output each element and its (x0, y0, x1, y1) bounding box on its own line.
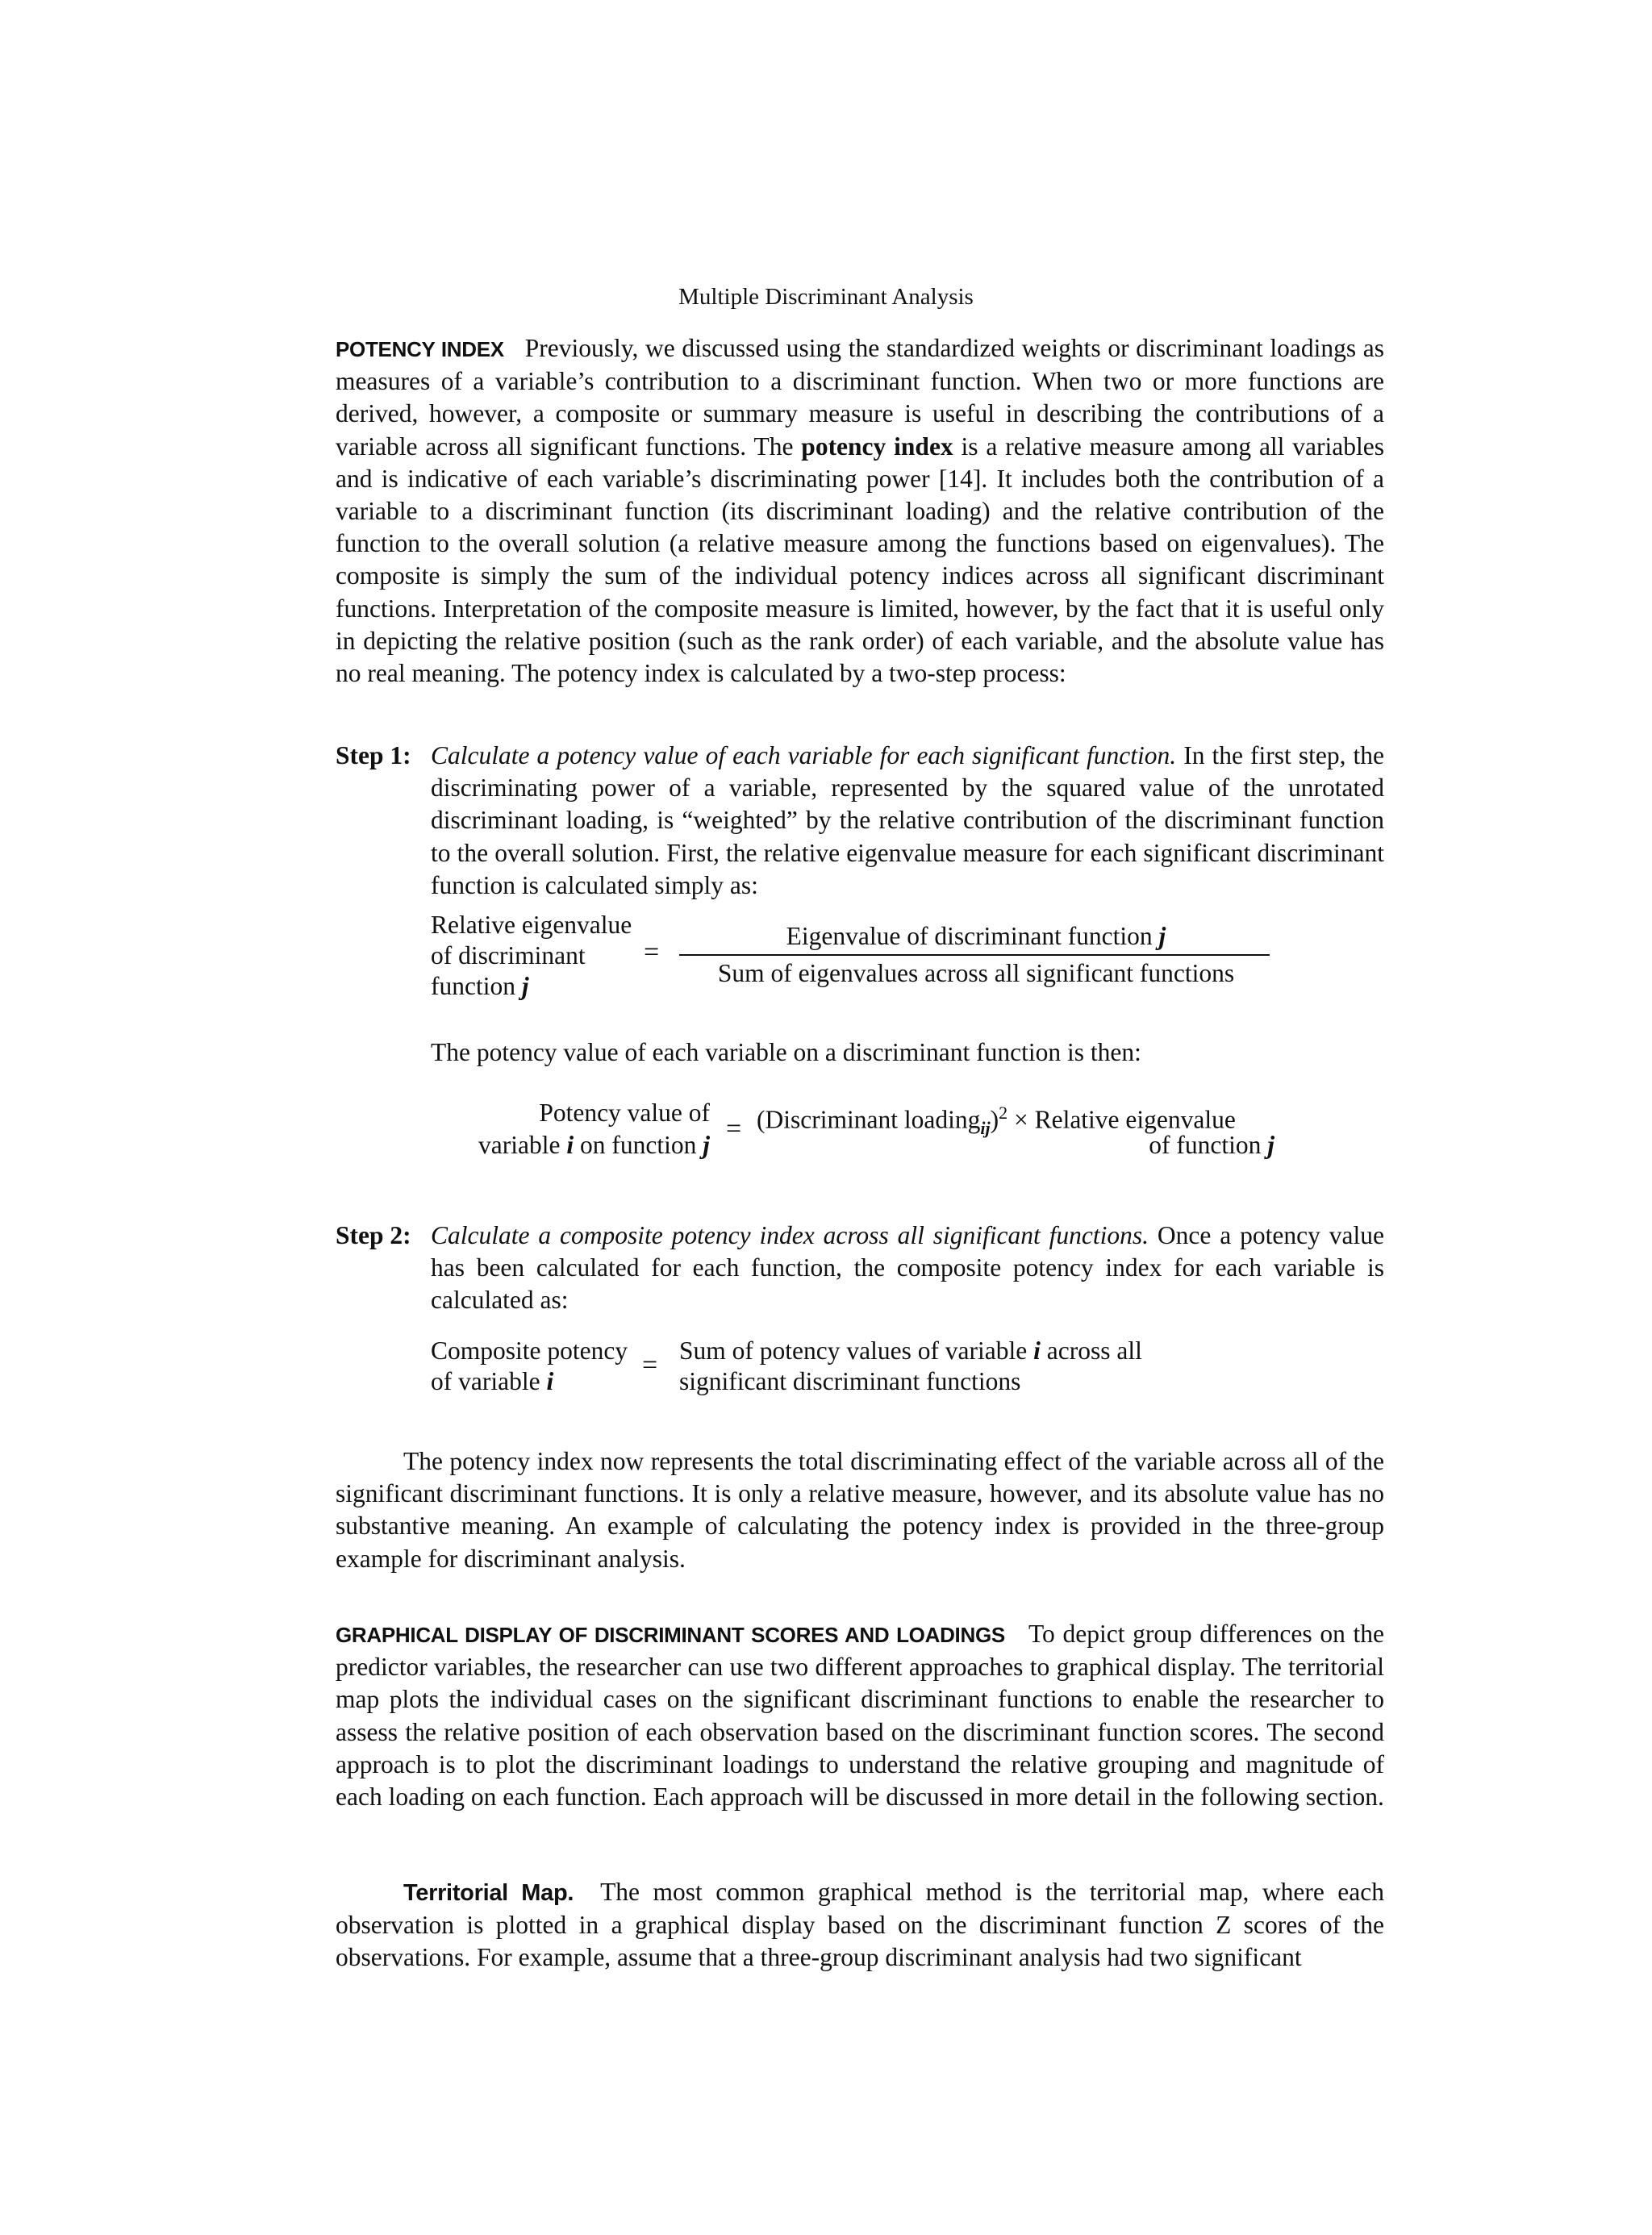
formula2-right-line2-text: of function (1149, 1131, 1268, 1159)
territorial-map-heading: Territorial Map. (403, 1880, 574, 1906)
step2-title: Calculate a composite potency index across all significant functions. (431, 1221, 1149, 1249)
formula2-left-text-a: variable (478, 1131, 567, 1159)
potency-index-heading: POTENCY INDEX (336, 337, 504, 361)
potency-index-paragraph (336, 332, 1384, 690)
potency-value-formula (468, 1099, 1323, 1171)
formula3-left-line2-text: of variable (431, 1367, 547, 1395)
formula1-left-var: j (521, 972, 529, 1000)
territorial-map-paragraph (336, 1876, 1384, 1974)
step2-text: Once a potency value has been calculated for each function, the composite potency index for each variable is calculated as: (431, 1221, 1385, 1315)
formula1-equals: = (644, 937, 660, 967)
formula2-left-line1: Potency value of (539, 1099, 710, 1127)
formula1-fraction-bar (679, 954, 1270, 956)
formula2-left-var-j: j (703, 1131, 710, 1159)
graphical-display-text: To depict group differences on the predictor variables, the researcher can use two different approaches to graphical display. The territorial map plots the individual cases on the significant discriminant functions to enable the researcher to assess the relative position of each observation based on the discriminant function scores. The second approach is to plot the discriminant loadings to understand the relative grouping and magnitude of each loading on each function. Each approach will be discussed in more detail in the following section. (336, 1620, 1384, 1812)
formula1-left-line2: of discriminant (431, 941, 586, 969)
formula1-left-line1: Relative eigenvalue (431, 911, 632, 939)
formula3-left-line2 (431, 1367, 553, 1396)
formula1-numerator (682, 922, 1270, 951)
potency-text-part2: is a relative measure among all variables and is indicative of each variable’s discriminating power [14]. It includes both the contribution of a variable to a discriminant function (its discriminant loading) and the relative contribution of the function to the overall solution (a relative measure among the functions based on eigenvalues). The composite is simply the sum of the individual potency indices across all significant discriminant functions. Interpretation of the composite measure is limited, however, by the fact that it is useful only in depicting the relative position (such as the rank order) of each variable, and the absolute value has no real meaning. The potency index is calculated by a two-step process: (336, 432, 1384, 688)
potency-summary-paragraph: The potency index now represents the total discriminating effect of the variable across all of the significant discriminant functions. It is only a relative measure, however, and its absolute value has no substantive meaning. An example of calculating the potency index is provided in the three-group example for discriminant analysis. (336, 1447, 1384, 1573)
potency-index-term: potency index (801, 432, 953, 461)
formula2-left-var-i: i (566, 1131, 574, 1159)
formula1-numerator-var: j (1158, 922, 1166, 950)
formula2-right-line2 (757, 1131, 1274, 1160)
step1-paragraph (431, 740, 1384, 902)
potency-text-part1: Previously, we discussed using the standardized weights or discriminant loadings as measures of a variable’s contribution to a discriminant function. When two or more functions are derived, however, a composite or summary measure is useful in describing the contributions of a variable across all significant functions. The (336, 334, 1385, 461)
formula1-denominator: Sum of eigenvalues across all significant functions (717, 959, 1235, 987)
formula3-left-var: i (546, 1367, 554, 1395)
formula2-right-text-c: × Relative eigenvalue (1007, 1105, 1236, 1134)
territorial-map-text: The most common graphical method is the territorial map, where each observation is plotted in a graphical display based on the discriminant function Z scores of the observations. For example, assume that a three-group discriminant analysis had two significant (336, 1878, 1385, 1972)
relative-eigenvalue-formula (431, 911, 1270, 1007)
step1-text: In the first step, the discriminating power of a variable, represented by the squared value of the unrotated discriminant loading, is “weighted” by the relative contribution of the discriminant function to the overall solution. First, the relative eigenvalue measure for each significant discriminant function is calculated simply as: (431, 741, 1384, 899)
formula2-left-text-b: on function (574, 1131, 703, 1159)
formula3-right-var: i (1033, 1336, 1041, 1365)
step1-title: Calculate a potency value of each variable for each significant function. (431, 741, 1177, 769)
running-head: Multiple Discriminant Analysis (678, 284, 974, 310)
formula2-right-text-b: ) (990, 1105, 999, 1134)
formula2-superscript: 2 (999, 1103, 1008, 1123)
formula1-left-line3 (431, 972, 529, 1001)
formula2-left-line2 (468, 1131, 710, 1160)
graphical-display-paragraph (336, 1618, 1384, 1813)
step2-paragraph (431, 1220, 1384, 1317)
formula3-left-line1: Composite potency (431, 1336, 628, 1365)
formula1-left-line3-text: function (431, 972, 522, 1000)
step1-label: Step 1: (336, 741, 411, 769)
step2-label: Step 2: (336, 1221, 411, 1249)
graphical-display-heading: GRAPHICAL DISPLAY OF DISCRIMINANT SCORES AND LOADINGS (336, 1623, 1005, 1647)
formula3-right-line2: significant discriminant functions (679, 1367, 1021, 1395)
composite-potency-formula (431, 1336, 1237, 1401)
formula3-equals: = (642, 1350, 658, 1380)
formula2-right-text-a: (Discriminant loading (757, 1105, 981, 1134)
formula3-right-text-a: Sum of potency values of variable (679, 1336, 1034, 1365)
formula1-numerator-text: Eigenvalue of discriminant function (786, 922, 1159, 950)
potency-value-intro: The potency value of each variable on a discriminant function is then: (431, 1038, 1141, 1066)
formula3-right-line1 (679, 1336, 1142, 1366)
formula2-right-var: j (1267, 1131, 1274, 1159)
formula2-subscript: ij (980, 1117, 991, 1138)
formula2-equals: = (726, 1114, 742, 1144)
formula3-right-text-b: across all (1040, 1336, 1142, 1365)
